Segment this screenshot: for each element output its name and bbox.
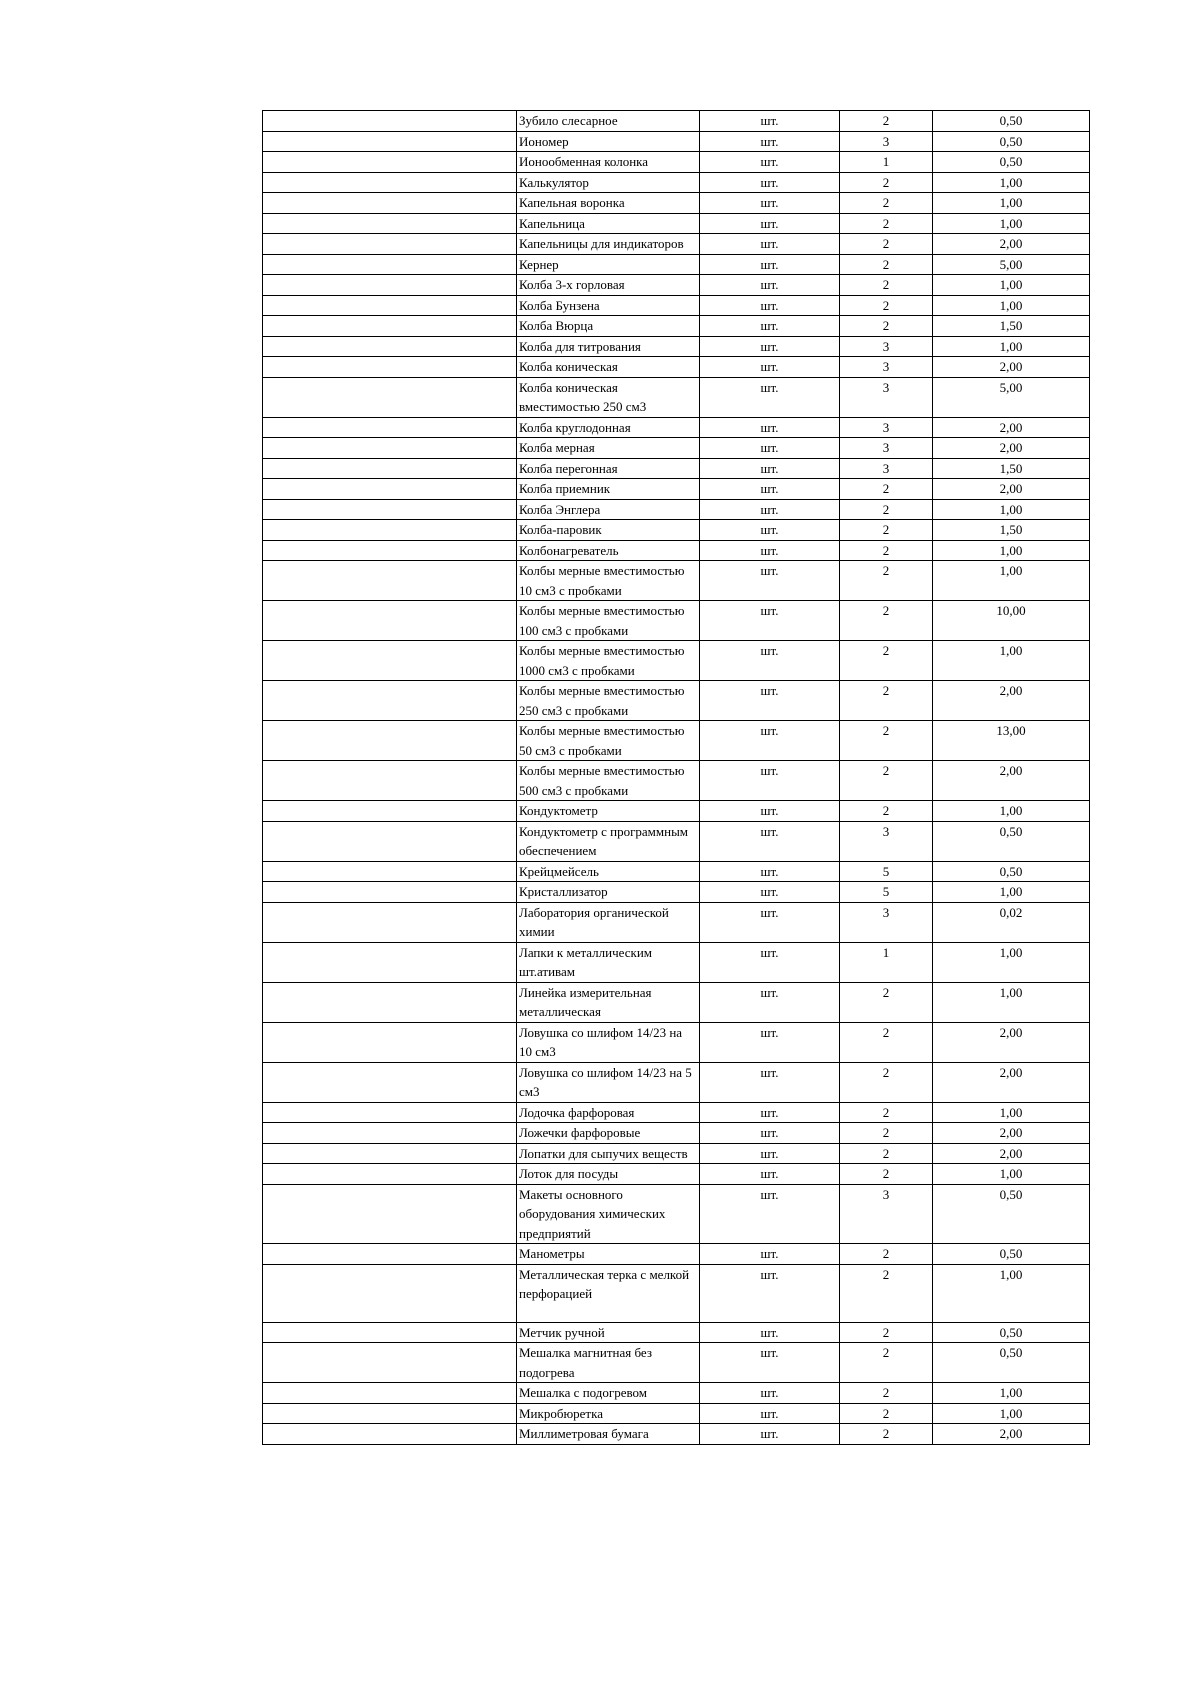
- blank-cell: [263, 316, 517, 337]
- value-cell: 1,00: [933, 1164, 1090, 1185]
- unit-cell: шт.: [700, 1322, 840, 1343]
- table-row: [263, 1123, 1090, 1144]
- value-cell: 0,50: [933, 152, 1090, 173]
- blank-cell: [263, 1244, 517, 1265]
- quantity-cell: 3: [840, 336, 933, 357]
- item-name-cell: Лоток для посуды: [517, 1164, 700, 1185]
- blank-cell: [263, 131, 517, 152]
- value-cell: 2,00: [933, 357, 1090, 378]
- table-row: [263, 1264, 1090, 1322]
- blank-cell: [263, 721, 517, 761]
- blank-cell: [263, 172, 517, 193]
- quantity-cell: 2: [840, 1022, 933, 1062]
- table-row: [263, 458, 1090, 479]
- value-cell: 0,50: [933, 1343, 1090, 1383]
- blank-cell: [263, 295, 517, 316]
- item-name-cell: Ловушка со шлифом 14/23 на 5 см3: [517, 1062, 700, 1102]
- item-name-cell: Колбы мерные вместимостью 250 см3 с пробками: [517, 681, 700, 721]
- blank-cell: [263, 336, 517, 357]
- item-name-cell: Крейцмейсель: [517, 861, 700, 882]
- item-name-cell: Колба перегонная: [517, 458, 700, 479]
- table-row: [263, 1244, 1090, 1265]
- item-name-cell: Колба приемник: [517, 479, 700, 500]
- item-name-cell: Кондуктометр с программным обеспечением: [517, 821, 700, 861]
- quantity-cell: 2: [840, 193, 933, 214]
- table-row: [263, 982, 1090, 1022]
- item-name-cell: Колба-паровик: [517, 520, 700, 541]
- unit-cell: шт.: [700, 761, 840, 801]
- blank-cell: [263, 499, 517, 520]
- blank-cell: [263, 377, 517, 417]
- table-row: [263, 1164, 1090, 1185]
- unit-cell: шт.: [700, 520, 840, 541]
- item-name-cell: Мешалка с подогревом: [517, 1383, 700, 1404]
- blank-cell: [263, 681, 517, 721]
- quantity-cell: 3: [840, 377, 933, 417]
- blank-cell: [263, 417, 517, 438]
- unit-cell: шт.: [700, 295, 840, 316]
- item-name-cell: Капельница: [517, 213, 700, 234]
- table-row: [263, 111, 1090, 132]
- item-name-cell: Калькулятор: [517, 172, 700, 193]
- item-name-cell: Иономер: [517, 131, 700, 152]
- item-name-cell: Линейка измерительная металлическая: [517, 982, 700, 1022]
- quantity-cell: 2: [840, 1062, 933, 1102]
- unit-cell: шт.: [700, 1244, 840, 1265]
- blank-cell: [263, 1403, 517, 1424]
- blank-cell: [263, 152, 517, 173]
- item-name-cell: Металлическая терка с мелкой перфорацией: [517, 1264, 700, 1322]
- table-row: [263, 234, 1090, 255]
- table-row: [263, 1143, 1090, 1164]
- unit-cell: шт.: [700, 681, 840, 721]
- table-row: [263, 721, 1090, 761]
- table-row: [263, 1322, 1090, 1343]
- table-row: [263, 357, 1090, 378]
- quantity-cell: 3: [840, 357, 933, 378]
- value-cell: 1,00: [933, 1264, 1090, 1322]
- quantity-cell: 2: [840, 479, 933, 500]
- blank-cell: [263, 458, 517, 479]
- value-cell: 1,00: [933, 193, 1090, 214]
- item-name-cell: Лопатки для сыпучих веществ: [517, 1143, 700, 1164]
- quantity-cell: 2: [840, 1244, 933, 1265]
- blank-cell: [263, 213, 517, 234]
- blank-cell: [263, 1322, 517, 1343]
- blank-cell: [263, 1102, 517, 1123]
- table-row: [263, 520, 1090, 541]
- value-cell: 0,50: [933, 1184, 1090, 1244]
- unit-cell: шт.: [700, 601, 840, 641]
- unit-cell: шт.: [700, 1264, 840, 1322]
- value-cell: 1,00: [933, 641, 1090, 681]
- unit-cell: шт.: [700, 902, 840, 942]
- quantity-cell: 2: [840, 1403, 933, 1424]
- blank-cell: [263, 982, 517, 1022]
- blank-cell: [263, 111, 517, 132]
- unit-cell: шт.: [700, 1164, 840, 1185]
- value-cell: 1,00: [933, 942, 1090, 982]
- quantity-cell: 2: [840, 275, 933, 296]
- item-name-cell: Колбы мерные вместимостью 10 см3 с пробками: [517, 561, 700, 601]
- table-row: [263, 1383, 1090, 1404]
- table-row: [263, 882, 1090, 903]
- blank-cell: [263, 641, 517, 681]
- unit-cell: шт.: [700, 882, 840, 903]
- blank-cell: [263, 861, 517, 882]
- table-row: [263, 761, 1090, 801]
- value-cell: 0,50: [933, 1244, 1090, 1265]
- table-row: [263, 641, 1090, 681]
- item-name-cell: Зубило слесарное: [517, 111, 700, 132]
- blank-cell: [263, 1143, 517, 1164]
- value-cell: 2,00: [933, 234, 1090, 255]
- value-cell: 0,50: [933, 821, 1090, 861]
- quantity-cell: 2: [840, 172, 933, 193]
- item-name-cell: Манометры: [517, 1244, 700, 1265]
- item-name-cell: Метчик ручной: [517, 1322, 700, 1343]
- table-row: [263, 336, 1090, 357]
- item-name-cell: Ловушка со шлифом 14/23 на 10 см3: [517, 1022, 700, 1062]
- item-name-cell: Миллиметровая бумага: [517, 1424, 700, 1445]
- table-row: [263, 193, 1090, 214]
- unit-cell: шт.: [700, 131, 840, 152]
- item-name-cell: Мешалка магнитная без подогрева: [517, 1343, 700, 1383]
- unit-cell: шт.: [700, 275, 840, 296]
- value-cell: 5,00: [933, 254, 1090, 275]
- value-cell: 1,00: [933, 295, 1090, 316]
- table-row: [263, 254, 1090, 275]
- value-cell: 2,00: [933, 1143, 1090, 1164]
- quantity-cell: 2: [840, 761, 933, 801]
- table-row: [263, 801, 1090, 822]
- table-row: [263, 1062, 1090, 1102]
- unit-cell: шт.: [700, 821, 840, 861]
- unit-cell: шт.: [700, 213, 840, 234]
- table-row: [263, 213, 1090, 234]
- table-row: [263, 1022, 1090, 1062]
- table-row: [263, 861, 1090, 882]
- table-row: [263, 152, 1090, 173]
- value-cell: 2,00: [933, 417, 1090, 438]
- value-cell: 10,00: [933, 601, 1090, 641]
- quantity-cell: 2: [840, 1264, 933, 1322]
- quantity-cell: 2: [840, 1343, 933, 1383]
- item-name-cell: Ложечки фарфоровые: [517, 1123, 700, 1144]
- blank-cell: [263, 1343, 517, 1383]
- quantity-cell: 2: [840, 234, 933, 255]
- item-name-cell: Колбы мерные вместимостью 1000 см3 с пробками: [517, 641, 700, 681]
- blank-cell: [263, 275, 517, 296]
- quantity-cell: 3: [840, 902, 933, 942]
- table-row: [263, 540, 1090, 561]
- quantity-cell: 3: [840, 821, 933, 861]
- value-cell: 2,00: [933, 1062, 1090, 1102]
- blank-cell: [263, 1164, 517, 1185]
- blank-cell: [263, 438, 517, 459]
- value-cell: 1,00: [933, 801, 1090, 822]
- item-name-cell: Ионообменная колонка: [517, 152, 700, 173]
- item-name-cell: Кондуктометр: [517, 801, 700, 822]
- unit-cell: шт.: [700, 458, 840, 479]
- item-name-cell: Кристаллизатор: [517, 882, 700, 903]
- blank-cell: [263, 1062, 517, 1102]
- unit-cell: шт.: [700, 1123, 840, 1144]
- item-name-cell: Колба Энглера: [517, 499, 700, 520]
- blank-cell: [263, 902, 517, 942]
- item-name-cell: Колба Бунзена: [517, 295, 700, 316]
- item-name-cell: Макеты основного оборудования химических предприятий: [517, 1184, 700, 1244]
- value-cell: 1,00: [933, 275, 1090, 296]
- unit-cell: шт.: [700, 1184, 840, 1244]
- quantity-cell: 1: [840, 942, 933, 982]
- value-cell: 2,00: [933, 479, 1090, 500]
- unit-cell: шт.: [700, 721, 840, 761]
- quantity-cell: 2: [840, 540, 933, 561]
- item-name-cell: Колба мерная: [517, 438, 700, 459]
- unit-cell: шт.: [700, 641, 840, 681]
- unit-cell: шт.: [700, 1343, 840, 1383]
- quantity-cell: 3: [840, 1184, 933, 1244]
- quantity-cell: 2: [840, 295, 933, 316]
- unit-cell: шт.: [700, 1383, 840, 1404]
- item-name-cell: Лапки к металлическим шт.ативам: [517, 942, 700, 982]
- value-cell: 0,50: [933, 1322, 1090, 1343]
- unit-cell: шт.: [700, 111, 840, 132]
- value-cell: 1,00: [933, 561, 1090, 601]
- quantity-cell: 2: [840, 1322, 933, 1343]
- unit-cell: шт.: [700, 438, 840, 459]
- blank-cell: [263, 254, 517, 275]
- quantity-cell: 1: [840, 152, 933, 173]
- table-row: [263, 561, 1090, 601]
- quantity-cell: 3: [840, 458, 933, 479]
- unit-cell: шт.: [700, 417, 840, 438]
- quantity-cell: 2: [840, 641, 933, 681]
- unit-cell: шт.: [700, 316, 840, 337]
- table-row: [263, 316, 1090, 337]
- quantity-cell: 2: [840, 601, 933, 641]
- blank-cell: [263, 479, 517, 500]
- quantity-cell: 2: [840, 254, 933, 275]
- unit-cell: шт.: [700, 801, 840, 822]
- table-row: [263, 417, 1090, 438]
- quantity-cell: 2: [840, 499, 933, 520]
- table-row: [263, 942, 1090, 982]
- value-cell: 1,50: [933, 316, 1090, 337]
- item-name-cell: Колба круглодонная: [517, 417, 700, 438]
- blank-cell: [263, 601, 517, 641]
- blank-cell: [263, 540, 517, 561]
- value-cell: 0,50: [933, 131, 1090, 152]
- blank-cell: [263, 1022, 517, 1062]
- quantity-cell: 2: [840, 1143, 933, 1164]
- unit-cell: шт.: [700, 1403, 840, 1424]
- table-row: [263, 601, 1090, 641]
- unit-cell: шт.: [700, 234, 840, 255]
- quantity-cell: 2: [840, 801, 933, 822]
- table-row: [263, 1184, 1090, 1244]
- blank-cell: [263, 801, 517, 822]
- blank-cell: [263, 1264, 517, 1322]
- blank-cell: [263, 1424, 517, 1445]
- unit-cell: шт.: [700, 540, 840, 561]
- blank-cell: [263, 821, 517, 861]
- quantity-cell: 2: [840, 111, 933, 132]
- item-name-cell: Колбы мерные вместимостью 500 см3 с пробками: [517, 761, 700, 801]
- unit-cell: шт.: [700, 357, 840, 378]
- quantity-cell: 2: [840, 1383, 933, 1404]
- value-cell: 2,00: [933, 1022, 1090, 1062]
- table-row: [263, 479, 1090, 500]
- item-name-cell: Капельная воронка: [517, 193, 700, 214]
- quantity-cell: 3: [840, 438, 933, 459]
- unit-cell: шт.: [700, 254, 840, 275]
- table-row: [263, 1102, 1090, 1123]
- quantity-cell: 2: [840, 561, 933, 601]
- item-name-cell: Капельницы для индикаторов: [517, 234, 700, 255]
- quantity-cell: 2: [840, 520, 933, 541]
- unit-cell: шт.: [700, 1143, 840, 1164]
- blank-cell: [263, 1123, 517, 1144]
- unit-cell: шт.: [700, 377, 840, 417]
- value-cell: 1,00: [933, 882, 1090, 903]
- table-row: [263, 275, 1090, 296]
- blank-cell: [263, 234, 517, 255]
- quantity-cell: 5: [840, 861, 933, 882]
- item-name-cell: Колбы мерные вместимостью 50 см3 с пробками: [517, 721, 700, 761]
- item-name-cell: Колбонагреватель: [517, 540, 700, 561]
- blank-cell: [263, 561, 517, 601]
- value-cell: 1,00: [933, 982, 1090, 1022]
- value-cell: 1,50: [933, 458, 1090, 479]
- unit-cell: шт.: [700, 1022, 840, 1062]
- table-row: [263, 172, 1090, 193]
- unit-cell: шт.: [700, 479, 840, 500]
- table-row: [263, 821, 1090, 861]
- quantity-cell: 2: [840, 1424, 933, 1445]
- value-cell: 2,00: [933, 1123, 1090, 1144]
- item-name-cell: Лаборатория органической химии: [517, 902, 700, 942]
- item-name-cell: Колба коническая вместимостью 250 см3: [517, 377, 700, 417]
- value-cell: 0,50: [933, 111, 1090, 132]
- value-cell: 1,00: [933, 336, 1090, 357]
- item-name-cell: Микробюретка: [517, 1403, 700, 1424]
- unit-cell: шт.: [700, 152, 840, 173]
- item-name-cell: Колба 3-х горловая: [517, 275, 700, 296]
- value-cell: 1,00: [933, 1383, 1090, 1404]
- value-cell: 1,00: [933, 172, 1090, 193]
- value-cell: 0,50: [933, 861, 1090, 882]
- unit-cell: шт.: [700, 561, 840, 601]
- table-row: [263, 499, 1090, 520]
- unit-cell: шт.: [700, 336, 840, 357]
- item-name-cell: Колба коническая: [517, 357, 700, 378]
- quantity-cell: 2: [840, 316, 933, 337]
- value-cell: 1,50: [933, 520, 1090, 541]
- blank-cell: [263, 942, 517, 982]
- unit-cell: шт.: [700, 1062, 840, 1102]
- quantity-cell: 2: [840, 1102, 933, 1123]
- item-name-cell: Колбы мерные вместимостью 100 см3 с пробками: [517, 601, 700, 641]
- blank-cell: [263, 761, 517, 801]
- quantity-cell: 3: [840, 417, 933, 438]
- quantity-cell: 3: [840, 131, 933, 152]
- quantity-cell: 2: [840, 982, 933, 1022]
- unit-cell: шт.: [700, 942, 840, 982]
- item-name-cell: Кернер: [517, 254, 700, 275]
- value-cell: 1,00: [933, 1403, 1090, 1424]
- value-cell: 2,00: [933, 681, 1090, 721]
- equipment-table-body: [263, 111, 1090, 1445]
- unit-cell: шт.: [700, 1424, 840, 1445]
- quantity-cell: 2: [840, 681, 933, 721]
- table-row: [263, 902, 1090, 942]
- blank-cell: [263, 357, 517, 378]
- value-cell: 1,00: [933, 1102, 1090, 1123]
- item-name-cell: Колба Вюрца: [517, 316, 700, 337]
- unit-cell: шт.: [700, 861, 840, 882]
- value-cell: 2,00: [933, 438, 1090, 459]
- table-row: [263, 1343, 1090, 1383]
- blank-cell: [263, 882, 517, 903]
- item-name-cell: Колба для титрования: [517, 336, 700, 357]
- quantity-cell: 2: [840, 1164, 933, 1185]
- unit-cell: шт.: [700, 982, 840, 1022]
- unit-cell: шт.: [700, 172, 840, 193]
- quantity-cell: 5: [840, 882, 933, 903]
- equipment-table: [262, 110, 1090, 1445]
- unit-cell: шт.: [700, 193, 840, 214]
- table-row: [263, 681, 1090, 721]
- value-cell: 5,00: [933, 377, 1090, 417]
- value-cell: 2,00: [933, 1424, 1090, 1445]
- value-cell: 1,00: [933, 540, 1090, 561]
- quantity-cell: 2: [840, 1123, 933, 1144]
- value-cell: 13,00: [933, 721, 1090, 761]
- table-row: [263, 131, 1090, 152]
- blank-cell: [263, 193, 517, 214]
- table-row: [263, 438, 1090, 459]
- unit-cell: шт.: [700, 499, 840, 520]
- value-cell: 2,00: [933, 761, 1090, 801]
- item-name-cell: Лодочка фарфоровая: [517, 1102, 700, 1123]
- quantity-cell: 2: [840, 721, 933, 761]
- value-cell: 0,02: [933, 902, 1090, 942]
- table-row: [263, 1424, 1090, 1445]
- table-row: [263, 295, 1090, 316]
- unit-cell: шт.: [700, 1102, 840, 1123]
- blank-cell: [263, 520, 517, 541]
- value-cell: 1,00: [933, 213, 1090, 234]
- blank-cell: [263, 1184, 517, 1244]
- blank-cell: [263, 1383, 517, 1404]
- value-cell: 1,00: [933, 499, 1090, 520]
- table-row: [263, 377, 1090, 417]
- quantity-cell: 2: [840, 213, 933, 234]
- table-row: [263, 1403, 1090, 1424]
